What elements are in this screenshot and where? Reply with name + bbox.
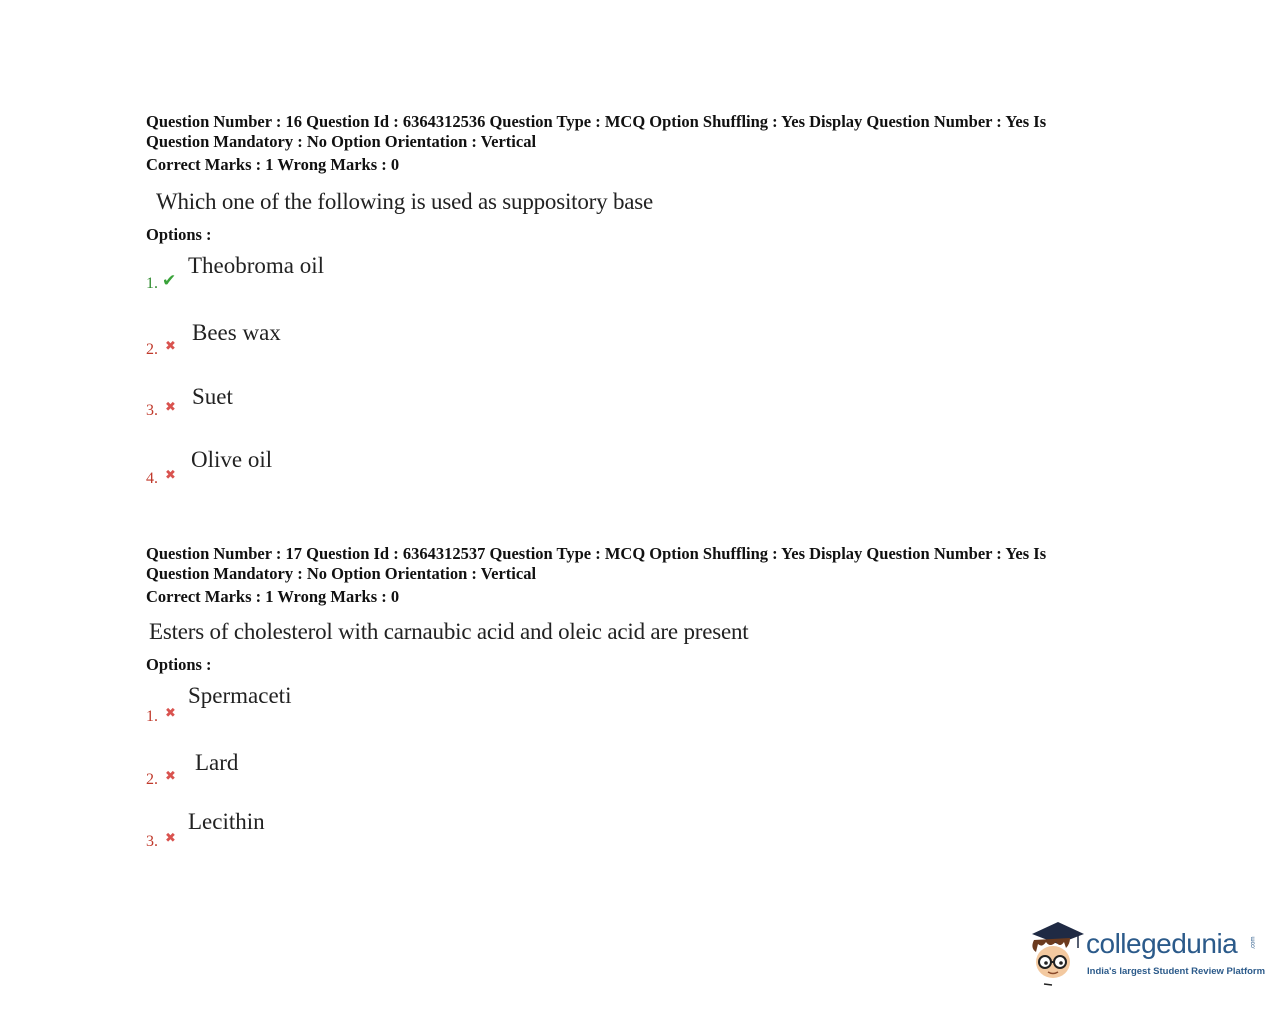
option-text: Theobroma oil (188, 253, 325, 278)
question-meta (146, 112, 1106, 152)
option-text: Spermaceti (188, 683, 292, 708)
mascot-icon (1026, 918, 1086, 986)
question-meta (146, 544, 1106, 584)
question-text: Which one of the following is used as suppository base (156, 189, 654, 214)
question-meta-line2: Question Mandatory : No Option Orientation : Vertical (146, 132, 537, 151)
question-text: Esters of cholesterol with carnaubic acid and oleic acid are present (149, 619, 749, 644)
logo-brand-name: collegedunia (1086, 928, 1238, 959)
cross-icon: ✖ (165, 339, 176, 354)
option-2 (146, 313, 1106, 379)
options-label: Options : (146, 655, 212, 674)
option-number: 1. (146, 275, 158, 292)
option-3 (146, 379, 1106, 443)
option-text: Olive oil (191, 447, 273, 472)
option-text: Lecithin (188, 809, 265, 834)
option-number: 2. (146, 771, 158, 788)
question-meta-line1: Question Number : 16 Question Id : 6364312536 Question Type : MCQ Option Shuffling : Yes Display Question Number : Yes Is (146, 112, 1047, 131)
collegedunia-logo[interactable] (1026, 918, 1266, 988)
question-17 (146, 544, 1106, 857)
option-text: Lard (195, 750, 239, 775)
cross-icon: ✖ (165, 468, 176, 483)
option-number: 4. (146, 470, 158, 487)
option-1 (146, 245, 1106, 313)
option-number: 2. (146, 341, 158, 358)
question-meta-line1: Question Number : 17 Question Id : 6364312537 Question Type : MCQ Option Shuffling : Yes Display Question Number : Yes Is (146, 544, 1047, 563)
question-16 (146, 112, 1106, 493)
option-number: 1. (146, 708, 158, 725)
option-number: 3. (146, 402, 158, 419)
cross-icon: ✖ (165, 400, 176, 415)
question-marks: Correct Marks : 1 Wrong Marks : 0 (146, 587, 400, 606)
option-number: 3. (146, 833, 158, 850)
question-marks: Correct Marks : 1 Wrong Marks : 0 (146, 155, 400, 174)
cross-icon: ✖ (165, 831, 176, 846)
cross-icon: ✖ (165, 706, 176, 721)
option-2 (146, 743, 1106, 807)
option-4 (146, 443, 1106, 493)
option-text: Bees wax (192, 320, 281, 345)
option-3 (146, 807, 1106, 857)
cross-icon: ✖ (165, 769, 176, 784)
options-label: Options : (146, 225, 212, 244)
question-meta-line2: Question Mandatory : No Option Orientation : Vertical (146, 564, 537, 583)
logo-tagline: India's largest Student Review Platform (1087, 966, 1266, 977)
option-1 (146, 675, 1106, 743)
check-icon: ✔ (162, 271, 177, 291)
logo-com: .com (1250, 936, 1257, 950)
option-text: Suet (192, 384, 233, 409)
